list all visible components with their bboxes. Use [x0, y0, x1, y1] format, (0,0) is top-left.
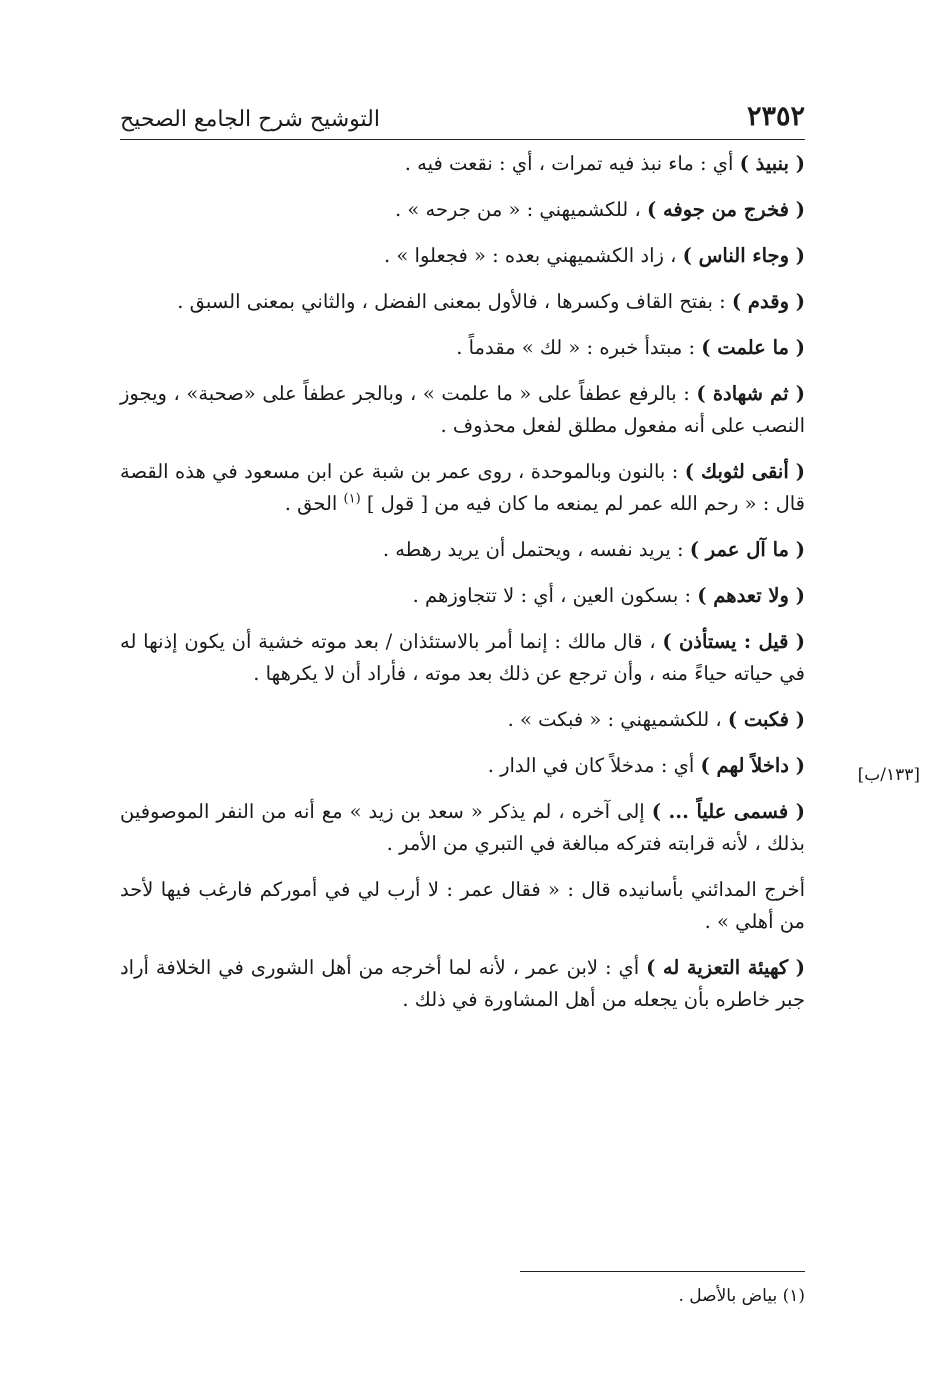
header-rule [120, 139, 805, 140]
explanation: : مبتدأ خبره : « لك » مقدماً . [456, 336, 702, 359]
explanation: أي : ماء نبذ فيه تمرات ، أي : نقعت فيه . [404, 152, 740, 175]
commentary-paragraph [120, 626, 805, 690]
lemma: ( ولا تعدهم ) [697, 584, 805, 607]
commentary-paragraph [120, 704, 805, 736]
commentary-paragraph [120, 952, 805, 1016]
lemma: ( وجاء الناس ) [682, 244, 805, 267]
margin-folio-note: [١٣٣/ب] [857, 765, 920, 785]
explanation: ، زاد الكشميهني بعده : « فجعلوا » . [384, 244, 683, 267]
commentary-paragraph [120, 240, 805, 272]
lemma: ( ما آل عمر ) [689, 538, 805, 561]
lemma: ( بنبيذ ) [739, 152, 805, 175]
footnote: (١) بياض بالأصل . [678, 1286, 805, 1306]
lemma: ( كهيئة التعزية له ) [646, 956, 805, 979]
commentary-paragraph [120, 148, 805, 180]
lemma: ( ما علمت ) [701, 336, 805, 359]
commentary-body [120, 148, 805, 1030]
explanation: أي : لابن عمر ، لأنه لما أخرجه من أهل الشورى في الخلافة أراد جبر خاطره بأن يجعله من أهل المشاورة في ذلك . [120, 956, 805, 1011]
explanation: ، للكشميهني : « من جرحه » . [394, 198, 647, 221]
explanation: : يريد نفسه ، ويحتمل أن يريد رهطه . [382, 538, 690, 561]
explanation: : بفتح القاف وكسرها ، فالأول بمعنى الفضل ، والثاني بمعنى السبق . [177, 290, 732, 313]
commentary-paragraph [120, 456, 805, 520]
lemma: ( أنقى لثوبك ) [684, 460, 805, 483]
footnote-reference[interactable]: (١) [343, 491, 361, 507]
commentary-paragraph [120, 286, 805, 318]
explanation: أخرج المدائني بأسانيده قال : « فقال عمر : لا أرب لي في أموركم فارغب فيها لأحد من أهلي » . [120, 878, 805, 933]
lemma: ( فسمى علياً ... ) [651, 800, 805, 823]
lemma: ( قيل : يستأذن ) [662, 630, 805, 653]
commentary-paragraph [120, 534, 805, 566]
commentary-paragraph [120, 580, 805, 612]
explanation: : بسكون العين ، أي : لا تتجاوزهم . [412, 584, 698, 607]
lemma: ( فخرج من جوفه ) [646, 198, 805, 221]
commentary-paragraph [120, 874, 805, 938]
page-number: ٢٣٥٢ [746, 101, 805, 132]
explanation: إلى آخره ، لم يذكر « سعد بن زيد » مع أنه من النفر الموصوفين بذلك ، لأنه قرابته فتركه مبالغة في التبري من الأمر . [120, 800, 805, 855]
explanation: ، قال مالك : إنما أمر بالاستئذان / بعد موته خشية أن يكون إذنها له في حياته حياءً منه ، وأن ترجع عن ذلك بعد موته ، فأراد أن لا يكرهها . [120, 630, 805, 685]
lemma: ( داخلاً لهم ) [700, 754, 805, 777]
commentary-paragraph [120, 796, 805, 860]
commentary-paragraph [120, 378, 805, 442]
lemma: ( وقدم ) [731, 290, 805, 313]
explanation: ، للكشميهني : « فبكت » . [507, 708, 728, 731]
lemma: ( فكبت ) [727, 708, 805, 731]
lemma: ( ثم شهادة ) [696, 382, 805, 405]
footnote-rule [520, 1271, 805, 1272]
commentary-paragraph [120, 332, 805, 364]
running-title: التوشيح شرح الجامع الصحيح [120, 107, 380, 132]
explanation: أي : مدخلاً كان في الدار . [487, 754, 701, 777]
commentary-paragraph [120, 750, 805, 782]
commentary-paragraph [120, 194, 805, 226]
explanation: : بالنون وبالموحدة ، روى عمر بن شبة عن ابن مسعود في هذه القصة قال : « رحم الله عمر لم يمنعه ما كان فيه من [ قول ] [120, 460, 805, 515]
page-header [120, 92, 805, 132]
explanation-continued: الحق . [284, 492, 344, 515]
explanation: : بالرفع عطفاً على « ما علمت » ، وبالجر عطفاً على «صحبة» ، ويجوز النصب على أنه مفعول مطلق لفعل محذوف . [120, 382, 805, 437]
